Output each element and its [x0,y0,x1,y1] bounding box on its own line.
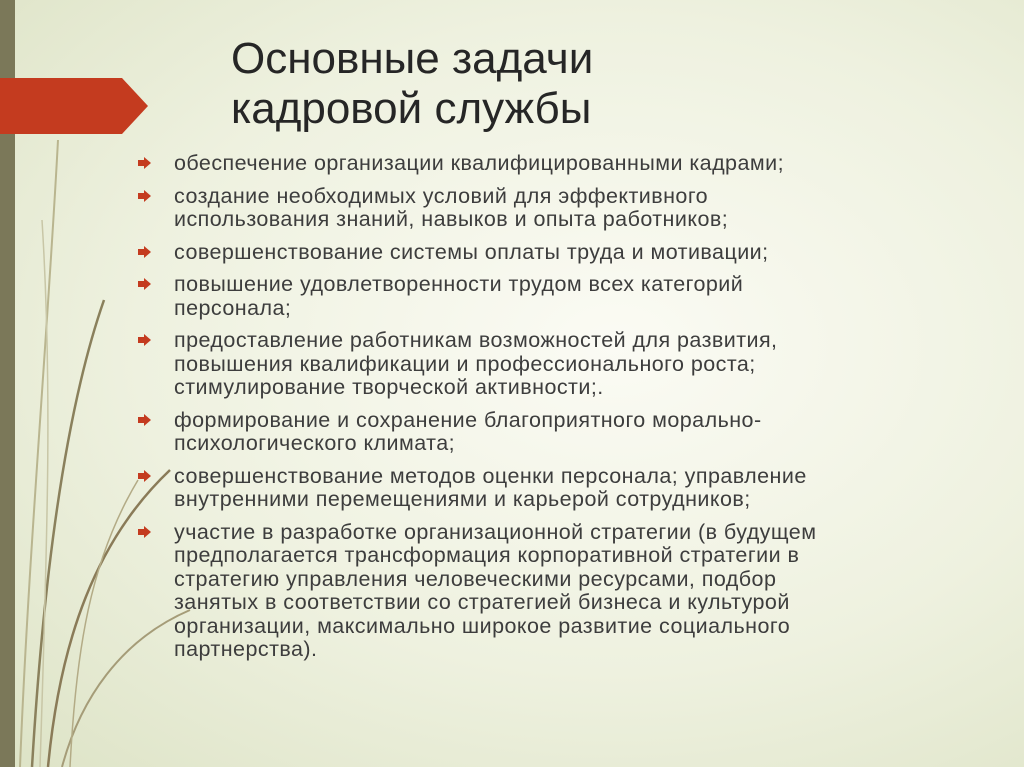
list-item-line: повышение удовлетворенности трудом всех категорий [174,272,744,296]
list-item-line: партнерства). [174,637,318,661]
right-pointing-arrow-icon [138,413,152,427]
list-item-line: внутренними перемещениями и карьерой сотрудников; [174,487,751,511]
right-pointing-arrow-icon [138,469,152,483]
list-item [138,329,998,400]
list-item-line: совершенствование системы оплаты труда и мотивации; [174,239,769,264]
list-item-line: создание необходимых условий для эффективного [174,183,709,208]
slide-title-line: кадровой службы [231,84,592,133]
list-item-line: стимулирование творческой активности;. [174,375,604,399]
list-item-line: психологического климата; [174,431,456,455]
list-item [138,465,998,512]
right-pointing-arrow-icon [138,333,152,347]
list-item [138,273,998,320]
title-accent-arrow [0,78,148,134]
list-item-line: занятых в соответствии со стратегией бизнеса и культурой [174,590,790,614]
list-item-line: участие в разработке организационной стратегии (в будущем [174,519,817,544]
right-pointing-arrow-icon [138,189,152,203]
list-item-line: формирование и сохранение благоприятного морально- [174,407,762,432]
list-item [138,152,998,176]
right-pointing-arrow-icon [138,277,152,291]
right-pointing-arrow-icon [138,156,152,170]
list-item-line: предоставление работникам возможностей для развития, [174,328,778,352]
list-item [138,185,998,232]
list-item-line: использования знаний, навыков и опыта работников; [174,207,729,231]
list-item [138,409,998,456]
list-item-line: предполагается трансформация корпоративной стратегии в [174,543,800,567]
tasks-list [138,152,998,671]
slide-title-line: Основные задачи [231,34,594,83]
list-item-line: организации, максимально широкое развитие социального [174,613,791,638]
list-item [138,521,998,662]
list-item-line: совершенствование методов оценки персонала; управление [174,463,807,488]
list-item-line: персонала; [174,295,292,320]
list-item-line: стратегию управления человеческими ресурсами, подбор [174,566,777,591]
right-pointing-arrow-icon [138,245,152,259]
right-pointing-arrow-icon [138,525,152,539]
list-item-line: обеспечение организации квалифицированными кадрами; [174,151,784,175]
slide-title [231,34,593,134]
list-item [138,241,998,265]
list-item-line: повышения квалификации и профессионального роста; [174,351,756,376]
